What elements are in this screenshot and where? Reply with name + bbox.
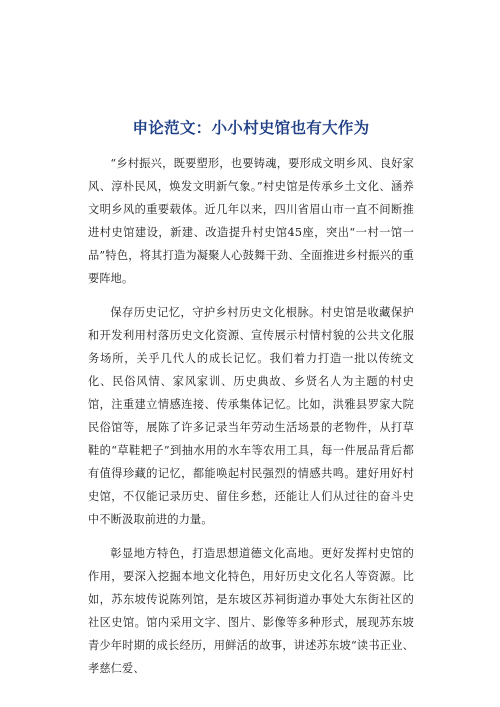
paragraph-local-features: 彰显地方特色，打造思想道德文化高地。更好发挥村史馆的作用，要深入挖掘本地文化特色，用好历史文化名人等资源。比如，苏东坡传说陈列馆，是东坡区苏祠街道办事处大东街社区的社区史馆。馆内采用文字、图片、影像等多种形式，展现苏东坡青少年时期的成长经历，用鲜活的故事，讲述苏东坡“读书正业、孝慈仁爱、 bbox=[88, 547, 414, 675]
paragraph-intro: “乡村振兴，既要塑形，也要铸魂，要形成文明乡风、良好家风、淳朴民风，焕发文明新气象。”村史馆是传承乡土文化、涵养文明乡风的重要载体。近几年以来，四川省眉山市一直不间断推进村史馆建设，新建、改造提升村史馆45座，突出“一村一馆一品”特色，将其打造为凝聚人心鼓舞干劲、全面推进乡村振兴的重要阵地。 bbox=[88, 157, 414, 285]
document-title: 申论范文：小小村史馆也有大作为 bbox=[132, 119, 370, 137]
paragraph-history-memory: 保存历史记忆，守护乡村历史文化根脉。村史馆是收藏保护和开发利用村落历史文化资源、宣传展示村情村貌的公共文化服务场所，关乎几代人的成长记忆。我们着力打造一批以传统文化、民俗风情、家风家训、历史典故、乡贤名人为主题的村史馆，注重建立情感连接、传承集体记忆。比如，洪雅县罗家大院民俗馆等，展陈了许多记录当年劳动生活场景的老物件，从打草鞋的“草鞋耙子”到抽水用的水车等农用工具，每一件展品背后都有值得珍藏的记忆，都能唤起村民强烈的情感共鸣。建好用好村史馆，不仅能记录历史、留住乡愁，还能让人们从过往的奋斗史中不断汲取前进的力量。 bbox=[88, 306, 414, 526]
document-page bbox=[88, 116, 414, 691]
